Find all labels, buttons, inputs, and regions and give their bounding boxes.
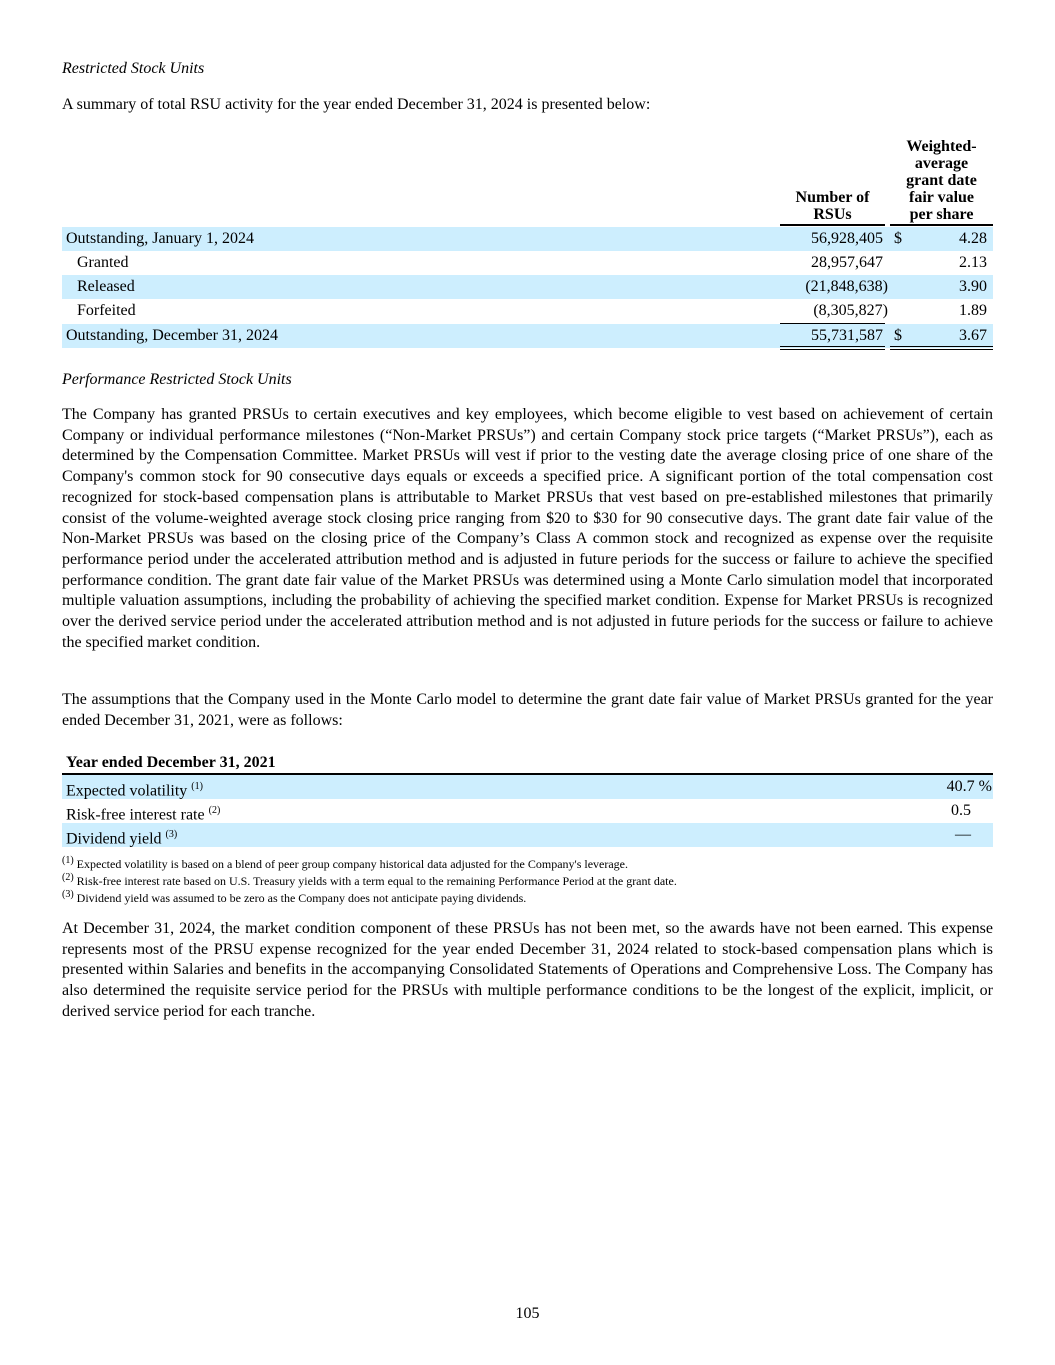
table-row	[62, 799, 993, 823]
row-value: 3.67	[959, 327, 987, 344]
footnote-mark: (2)	[62, 872, 74, 883]
row-label: Expected volatility	[66, 782, 188, 800]
table-row	[62, 324, 993, 348]
table-row	[62, 275, 993, 299]
row-number: 56,928,405	[811, 230, 883, 247]
footnote-ref: (1)	[191, 781, 203, 792]
row-value: 2.13	[959, 254, 987, 271]
footnote	[62, 886, 526, 907]
row-label: Outstanding, December 31, 2024	[66, 327, 278, 344]
header-line: per share	[909, 206, 974, 223]
page-number: 105	[515, 1305, 540, 1322]
closing-paragraph: At December 31, 2024, the market condition component of these PRSUs has not been met, so the awards have not been earned. This expense represents most of the PRSU expense recognized for the year ended December 31, 2024 related to stock-based compensation plans which is presented within Salaries and benefits in the accompanying Consolidated Statements of Operations and Comprehensive Loss. The Company has also determined the requisite service period for the PRSUs with multiple performance conditions to be the longest of the explicit, implicit, or derived service period for each tranche.	[62, 920, 993, 1020]
footnote-text: Dividend yield was assumed to be zero as the Company does not anticipate paying dividends.	[76, 891, 527, 905]
rsu-heading: Restricted Stock Units	[62, 60, 205, 77]
row-dollar: $	[894, 327, 902, 344]
header-line: grant date	[906, 172, 977, 189]
prsu-paragraph-1: The Company has granted PRSUs to certain executives and key employees, which become eligible to vest based on achievement of certain Company or individual performance milestones (“Non-Market PRSUs”) and certain Company stock price targets (“Market PRSUs”), each as determined by the Compensation Committee. Market PRSUs will vest if prior to the vesting date the average closing price of one share of the Company's common stock for 90 consecutive days equals or exceeds a specified price. A significant portion of the total compensation cost recognized for stock-based compensation plans is attributable to Market PRSUs that vest based on pre-established milestones that primarily consist of the volume-weighted average stock closing price ranging from $20 to $30 for 90 consecutive days. The grant date fair value of the Non-Market PRSUs was based on the closing price of the Company’s Class A common stock and recognized as expense over the requisite performance period under the accelerated attribution method and is adjusted in future periods for the success or failure to achieve the specified performance condition. The grant date fair value of the Market PRSUs was determined using a Monte Carlo simulation model that incorporated multiple valuation assumptions, including the probability of achieving the specified market condition. Expense for Market PRSUs is recognized over the derived service period under the accelerated attribution method and is not adjusted in future periods for the success or failure to achieve the specified market condition.	[62, 406, 993, 651]
footnote-text: Risk-free interest rate based on U.S. Treasury yields with a term equal to the remaining Performance Period at the grant date.	[76, 874, 677, 888]
row-value: —	[955, 826, 971, 843]
footnote-mark: (3)	[62, 889, 74, 900]
assumptions-header: Year ended December 31, 2021	[66, 754, 276, 771]
col-header-value	[890, 138, 993, 223]
header-line: average	[914, 155, 969, 172]
row-dollar: $	[894, 230, 902, 247]
row-number: (21,848,638)	[805, 278, 888, 295]
row-number: 55,731,587	[811, 327, 883, 344]
row-value: 1.89	[959, 302, 987, 319]
row-value: 0.5	[951, 802, 971, 819]
footnote-ref: (3)	[165, 829, 178, 840]
row-value: 3.90	[959, 278, 987, 295]
prsu-heading: Performance Restricted Stock Units	[62, 371, 292, 388]
table-row	[62, 227, 993, 251]
row-label: Granted	[77, 254, 129, 271]
header-rule	[890, 224, 993, 226]
header-line: fair value	[908, 189, 975, 206]
footnote-ref: (2)	[208, 805, 221, 816]
table-row	[62, 775, 993, 799]
prsu-paragraph-2: The assumptions that the Company used in the Monte Carlo model to determine the grant date fair value of Market PRSUs granted for the year ended December 31, 2021, were as follows:	[62, 691, 993, 729]
col-header-number	[780, 189, 885, 223]
table-row	[62, 823, 993, 847]
row-label: Risk-free interest rate	[66, 806, 205, 824]
header-line: RSUs	[813, 206, 852, 223]
row-value: 4.28	[959, 230, 987, 247]
table-row	[62, 299, 993, 323]
row-label: Forfeited	[77, 302, 136, 319]
total-double-rule	[890, 346, 993, 350]
header-line: Weighted-	[906, 138, 977, 155]
row-label: Outstanding, January 1, 2024	[66, 230, 254, 247]
row-label: Dividend yield	[66, 830, 162, 848]
row-number: (8,305,827)	[813, 302, 888, 319]
row-number: 28,957,647	[811, 254, 883, 271]
table-row	[62, 251, 993, 275]
total-double-rule	[780, 346, 885, 350]
row-label: Released	[77, 278, 135, 295]
rsu-intro: A summary of total RSU activity for the year ended December 31, 2024 is presented below:	[62, 96, 651, 113]
footnote-mark: (1)	[62, 855, 74, 866]
footnote-text: Expected volatility is based on a blend of peer group company historical data adjusted for the Company's leverage.	[76, 857, 628, 871]
header-rule	[780, 224, 885, 226]
row-value: 40.7 %	[946, 778, 992, 795]
header-line: Number of	[795, 189, 870, 206]
